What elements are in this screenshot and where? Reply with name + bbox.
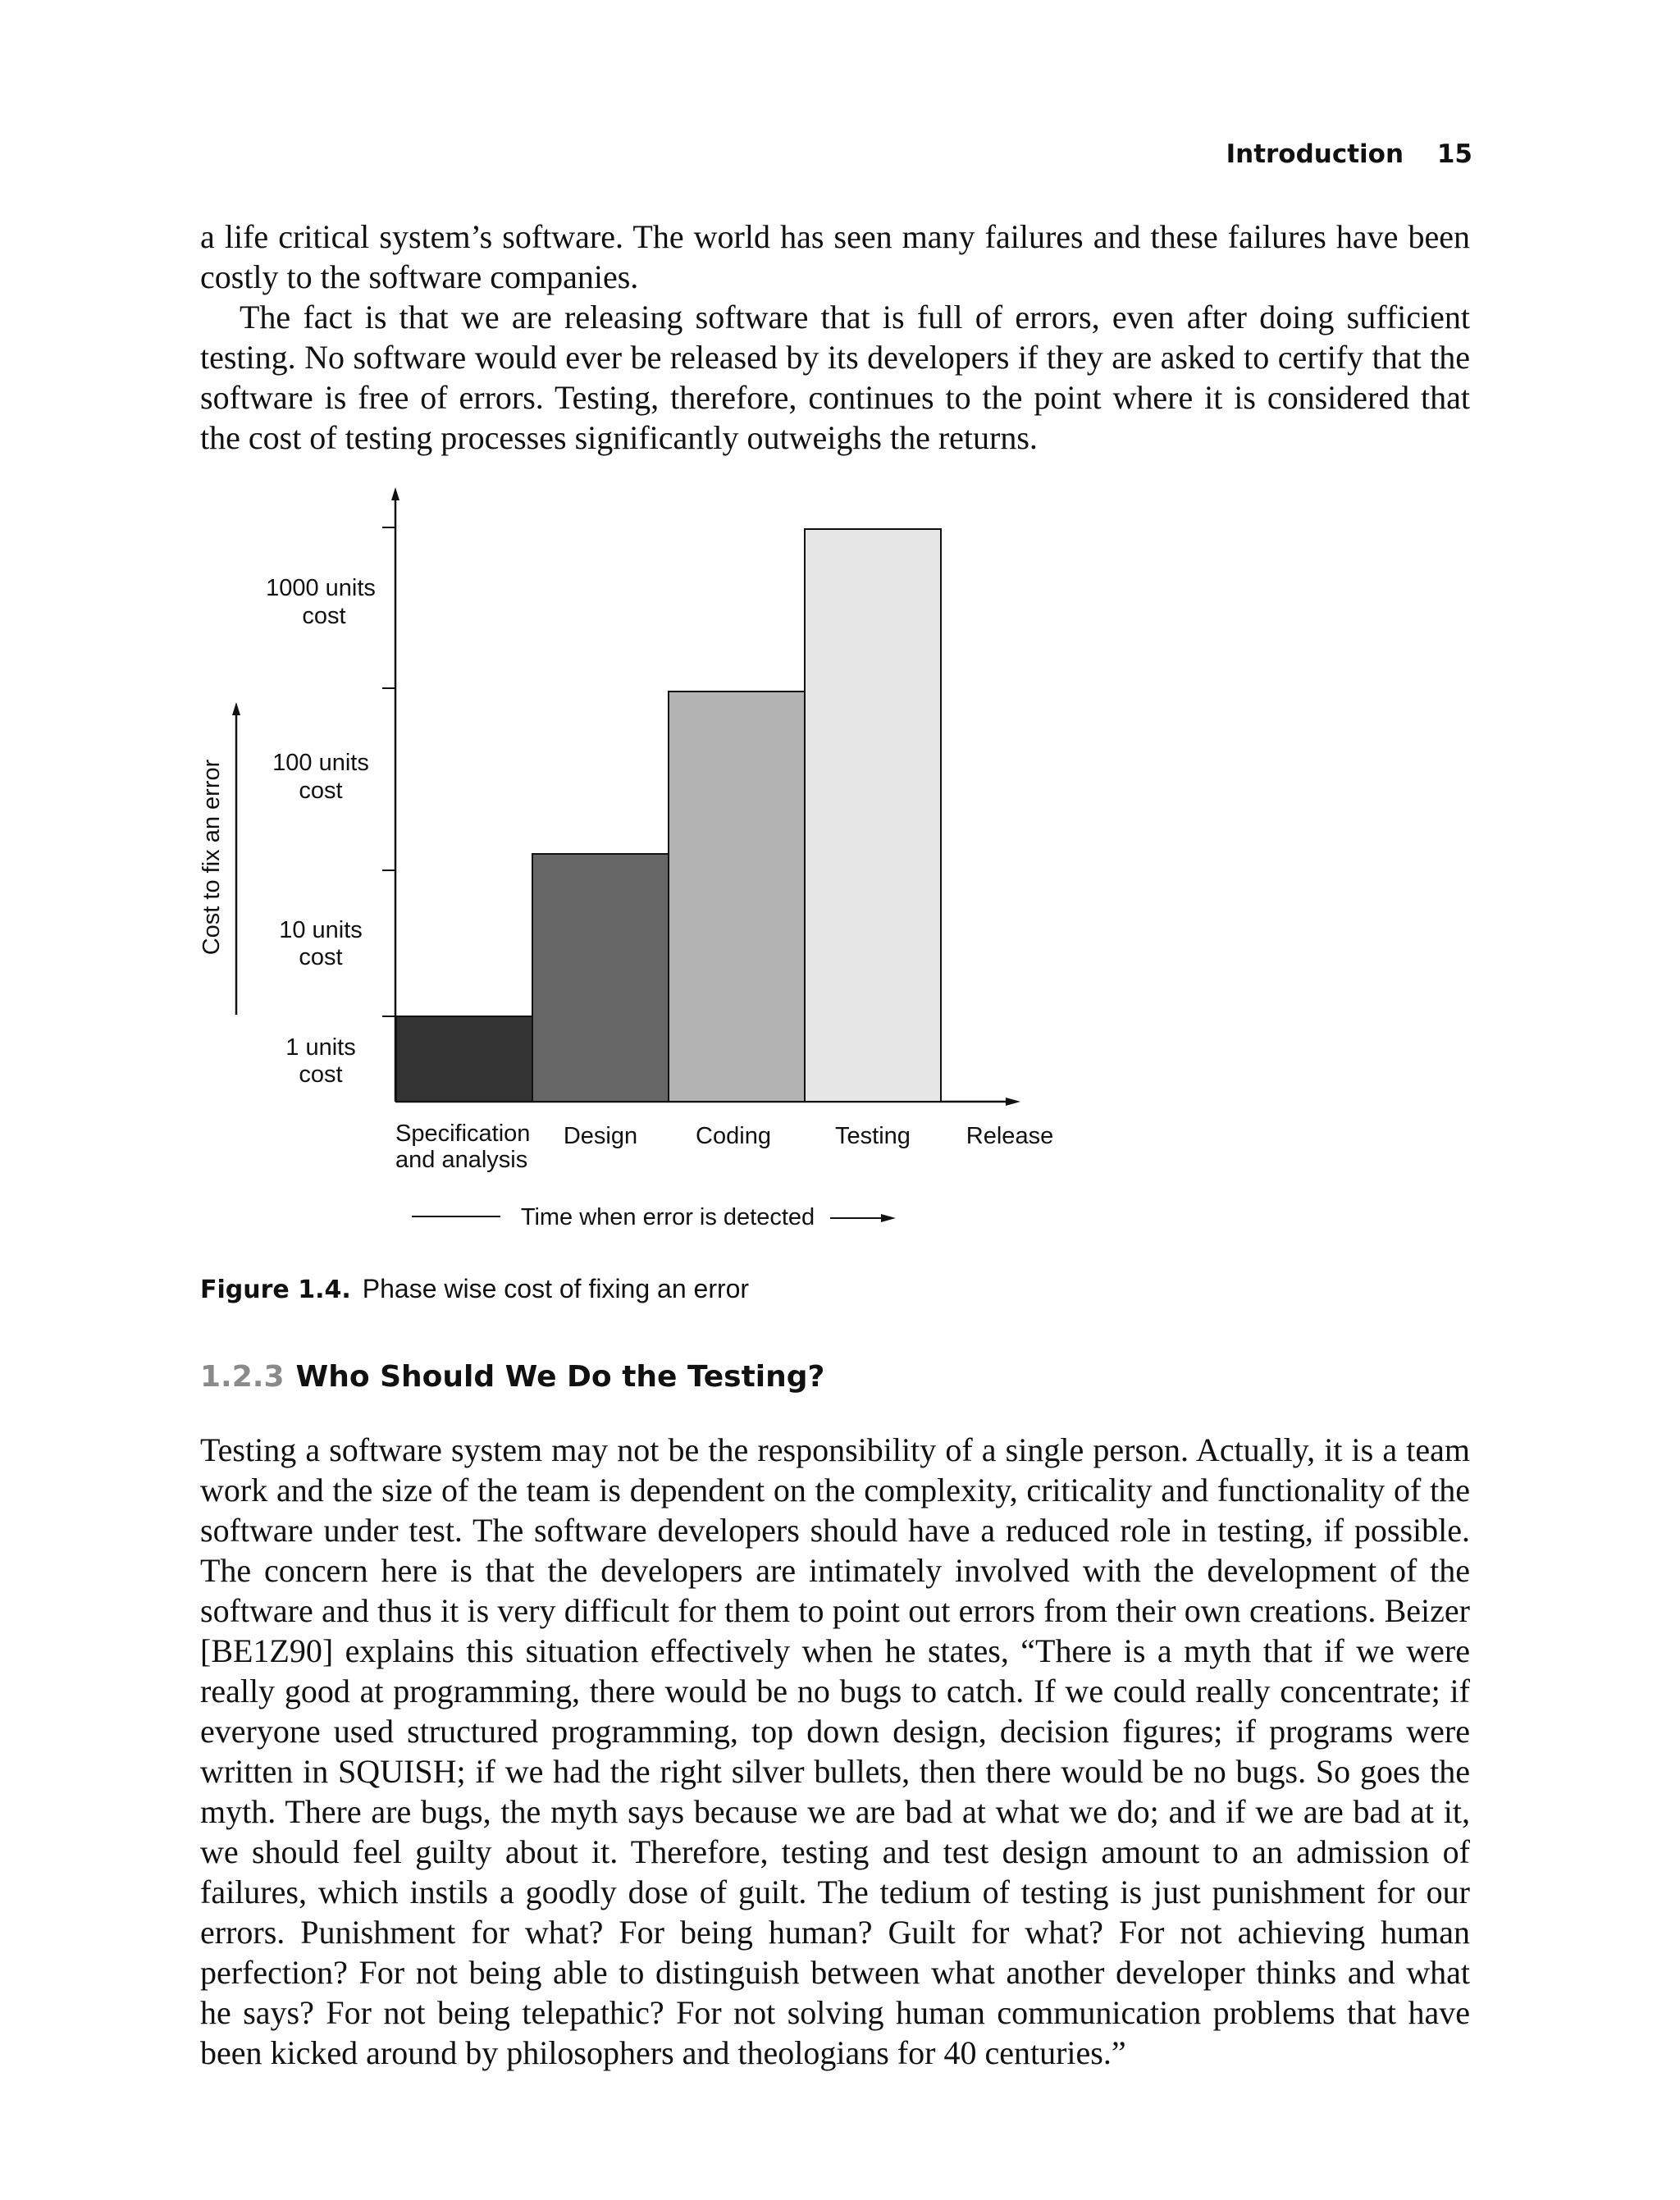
- y-axis-arrowhead: [391, 487, 399, 500]
- figure-caption-label: Figure 1.4.: [200, 1276, 351, 1304]
- bar-specification-and-analysis: [396, 1016, 532, 1102]
- phase-label: Testing: [835, 1123, 911, 1149]
- phase-label: Coding: [696, 1123, 771, 1149]
- phase-label: Release: [966, 1123, 1054, 1149]
- section-number: 1.2.3: [200, 1360, 285, 1394]
- bar-design: [532, 854, 669, 1102]
- section-title: Who Should We Do the Testing?: [295, 1360, 825, 1394]
- x-axis-arrowhead: [1006, 1098, 1020, 1106]
- x-caption-arrowhead: [881, 1214, 896, 1222]
- paragraph-2: The fact is that we are releasing software that is full of errors, even after doing sufficient testing. No software would ever be released by its developers if they are asked to certify that the software is free of errors. Testing, therefore, continues to the point where it is considered that the cost of testing processes significantly outweighs the returns.: [200, 299, 1470, 456]
- y-level-label: 10 units: [279, 917, 363, 943]
- y-axis-label: Cost to fix an error: [199, 759, 225, 956]
- y-level-label: 100 units: [272, 750, 369, 776]
- y-level-label: 1 units: [285, 1034, 356, 1061]
- paragraph-1: a life critical system’s software. The world has seen many failures and these failures have been costly to the software companies.: [200, 218, 1470, 295]
- cost-direction-arrowhead: [232, 702, 240, 715]
- section-heading: [200, 1360, 824, 1394]
- y-level-label: cost: [299, 778, 343, 804]
- figure-caption-text: Phase wise cost of fixing an error: [362, 1274, 750, 1303]
- running-head-section: Introduction: [1226, 139, 1404, 169]
- bars-group: [396, 529, 941, 1102]
- phase-label: Specification: [395, 1121, 531, 1147]
- y-level-label: cost: [302, 603, 346, 629]
- x-axis-label: Time when error is detected: [520, 1204, 815, 1230]
- paragraph-3: Testing a software system may not be the responsibility of a single person. Actually, it is a team work and the size of the team is dependent on the complexity, criticality and functionality of the software under test. The software developers should have a reduced role in testing, if possible. The concern here is that the developers are intimately involved with the development of the software and thus it is very difficult for them to point out errors from their own creations. Beizer [BE1Z90] explains this situation effectively when he states, “There is a myth that if we were really good at programming, there would be no bugs to catch. If we could really concentrate; if everyone used structured programming, top down design, decision figures; if programs were written in SQUISH; if we had the right silver bullets, then there would be no bugs. So goes the myth. There are bugs, the myth says because we are bad at what we do; and if we are bad at it, we should feel guilty about it. Therefore, testing and test design amount to an admission of failures, which instils a goodly dose of guilt. The tedium of testing is just punishment for our errors. Punishment for what? For being human? Guilt for what? For not achieving human perfection? For not being able to distinguish between what another developer thinks and what he says? For not being telepathic? For not solving human communication problems that have been kicked around by philosophers and theologians for 40 centuries.”: [200, 1431, 1470, 2071]
- phase-label: Design: [563, 1123, 638, 1149]
- bar-testing: [805, 529, 941, 1102]
- figure-caption: [200, 1274, 749, 1304]
- page-number: 15: [1436, 139, 1472, 169]
- y-level-label: cost: [299, 1061, 343, 1088]
- y-level-label: 1000 units: [266, 575, 376, 601]
- bar-coding: [669, 691, 805, 1102]
- y-level-label: cost: [299, 944, 343, 970]
- phase-label: and analysis: [395, 1147, 528, 1173]
